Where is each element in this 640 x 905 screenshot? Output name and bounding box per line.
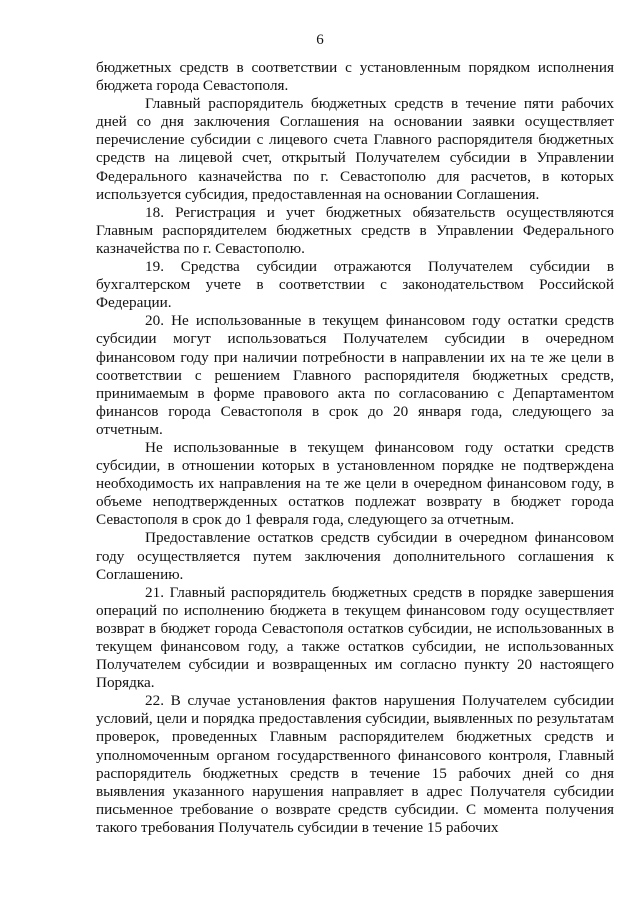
paragraph-subsidy-transfer: Главный распорядитель бюджетных средств в течение пяти рабочих дней со дня заключения Соглашения на основании заявки осуществляет перечисление субсидии с лицевого счета Главного распорядителя бюджетных средств на лицевой счет, открытый Получателем субсидии в Управлении Федерального казначейства по г. Севастополю для расчетов, в которых используется субсидия, предоставленная на основании Соглашения.	[96, 95, 614, 203]
paragraph-balances-provision: Предоставление остатков средств субсидии в очередном финансовом году осуществляется путем заключения дополнительного соглашения к Соглашению.	[96, 529, 614, 583]
paragraph-19: 19. Средства субсидии отражаются Получателем субсидии в бухгалтерском учете в соответствии с законодательством Российской Федерации.	[96, 258, 614, 312]
paragraph-21: 21. Главный распорядитель бюджетных средств в порядке завершения операций по исполнению бюджета в текущем финансовом году осуществляет возврат в бюджет города Севастополя остатков субсидии, не использованных в текущем финансовом году, а также остатков субсидии, не использованных Получателем субсидии и возвращенных им согласно пункту 20 настоящего Порядка.	[96, 583, 614, 692]
page-number: 6	[316, 32, 324, 48]
paragraph-continuation: бюджетных средств в соответствии с установленным порядком исполнения бюджета города Севастополя.	[96, 59, 614, 95]
paragraph-18: 18. Регистрация и учет бюджетных обязательств осуществляются Главным распорядителем бюджетных средств в Управлении Федерального казначейства по г. Севастополю.	[96, 203, 614, 257]
paragraph-22: 22. В случае установления фактов нарушения Получателем субсидии условий, цели и порядка предоставления субсидии, выявленных по результатам проверок, проведенных Главным распорядителем бюджетных средств и уполномоченным органом государственного финансового контроля, Главный распорядитель бюджетных средств в течение 15 рабочих дней со дня выявления указанного нарушения направляет в адрес Получателя субсидии письменное требование о возврате средств субсидии. С момента получения такого требования Получатель субсидии в течение 15 рабочих	[96, 692, 614, 836]
paragraph-20: 20. Не использованные в текущем финансовом году остатки средств субсидии могут использоваться Получателем субсидии в очередном финансовом году при наличии потребности в направлении их на те же цели в соответствии с решением Главного распорядителя бюджетных средств, принимаемым в форме правового акта по согласованию с Департаментом финансов города Севастополя в срок до 20 января года, следующего за отчетным.	[96, 312, 614, 438]
paragraph-unused-balances: Не использованные в текущем финансовом году остатки средств субсидии, в отношении которых в установленном порядке не подтверждена необходимость их направления на те же цели в очередном финансовом году, в объеме неподтвержденных остатков подлежат возврату в бюджет города Севастополя в срок до 1 февраля года, следующего за отчетным.	[96, 438, 614, 529]
document-body	[96, 59, 614, 837]
